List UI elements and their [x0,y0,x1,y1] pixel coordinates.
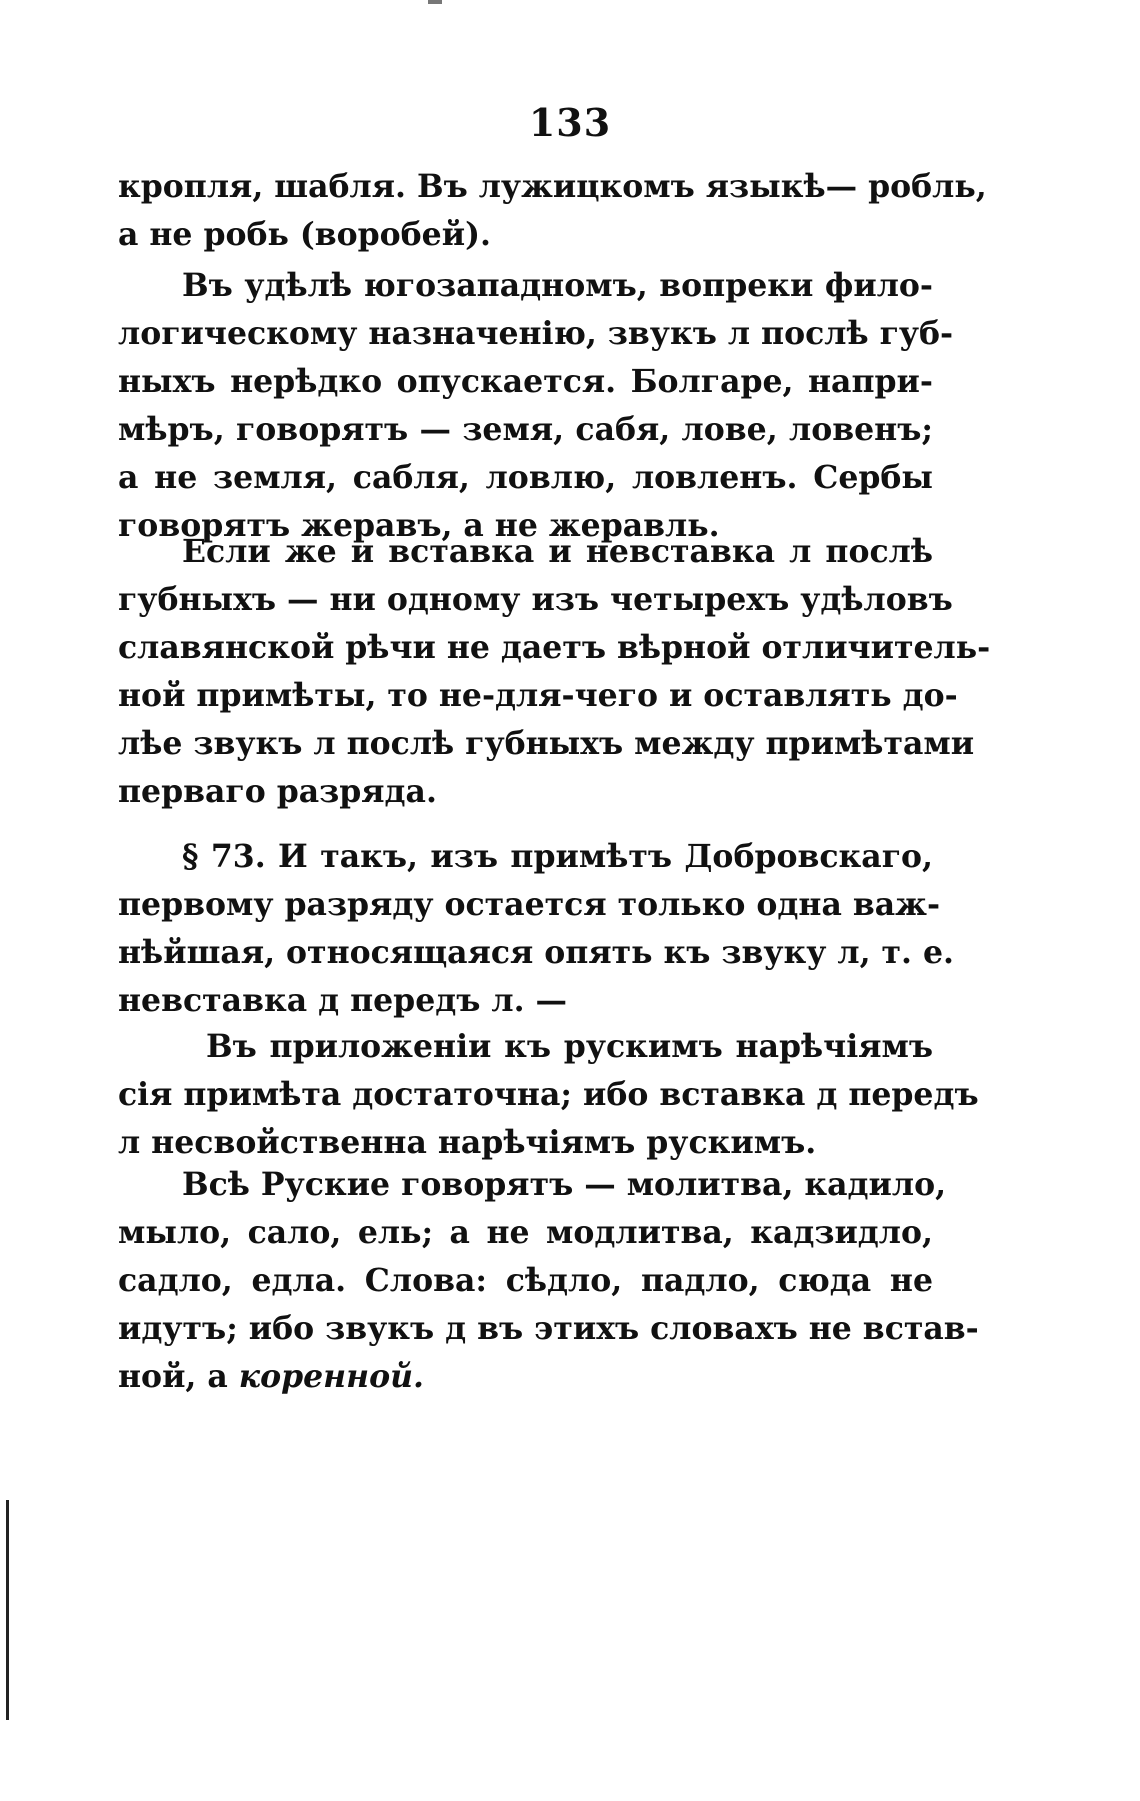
paragraph-5 [118,1023,979,1167]
text-line-last [118,1353,933,1401]
text-line: а не земля, сабля, ловлю, ловленъ. Сербы [118,459,933,496]
text-plain: ной, а [118,1358,239,1395]
text-line: лѣе звукъ л послѣ губныхъ между примѣтами [118,725,975,762]
paragraph-6 [118,1161,979,1401]
text-line: ной примѣты, то не-для-чего и оставлять до- [118,677,958,714]
text-line: логическому назначенію, звукъ л послѣ губ- [118,315,954,352]
text-italic-emphasis: коренной. [238,1358,424,1395]
page-number: 133 [528,100,612,145]
paragraph-4-section-73 [118,833,954,1025]
text-line: славянской рѣчи не даетъ вѣрной отличитель- [118,629,991,666]
text-line: идутъ; ибо звукъ д въ этихъ словахъ не встав- [118,1310,979,1347]
text-line: л несвойственна нарѣчіямъ рускимъ. [118,1124,817,1161]
paragraph-2 [118,262,954,550]
text-line: губныхъ — ни одному изъ четырехъ удѣловъ [118,581,953,618]
text-line: ныхъ нерѣдко опускается. Болгаре, напри- [118,363,933,400]
text-line: Въ удѣлѣ югозападномъ, вопреки фило- [182,267,933,304]
text-line: кропля, шабля. Въ лужицкомъ языкѣ— робль, [118,168,987,205]
text-line: Если же и вставка и невставка л послѣ [182,533,933,570]
scan-artifact-margin [6,1500,9,1720]
text-line: Въ приложеніи къ рускимъ нарѣчіямъ [206,1028,933,1065]
text-line: § 73. И такъ, изъ примѣтъ Добровскаго, [182,838,933,875]
text-line: а не робь (воробей). [118,216,491,253]
text-line: садло, едла. Слова: сѣдло, падло, сюда не [118,1262,933,1299]
text-line: первому разряду остается только одна важ- [118,886,941,923]
text-line: мыло, сало, ель; а не модлитва, кадзидло, [118,1214,933,1251]
text-line: мѣръ, говорятъ — земя, сабя, лове, ловенъ; [118,411,933,448]
text-line: невставка д передъ л. — [118,982,567,1019]
paragraph-1 [118,163,987,259]
text-line: перваго разряда. [118,773,437,810]
text-line: сія примѣта достаточна; ибо вставка д передъ [118,1076,979,1113]
text-line: нѣйшая, относящаяся опять къ звуку л, т. е. [118,934,954,971]
paragraph-3 [118,528,991,816]
text-line: Всѣ Руские говорятъ — молитва, кадило, [182,1166,947,1203]
text-line: говорятъ жеравъ, а не жеравль. [118,507,720,544]
scan-artifact-top [428,0,442,4]
